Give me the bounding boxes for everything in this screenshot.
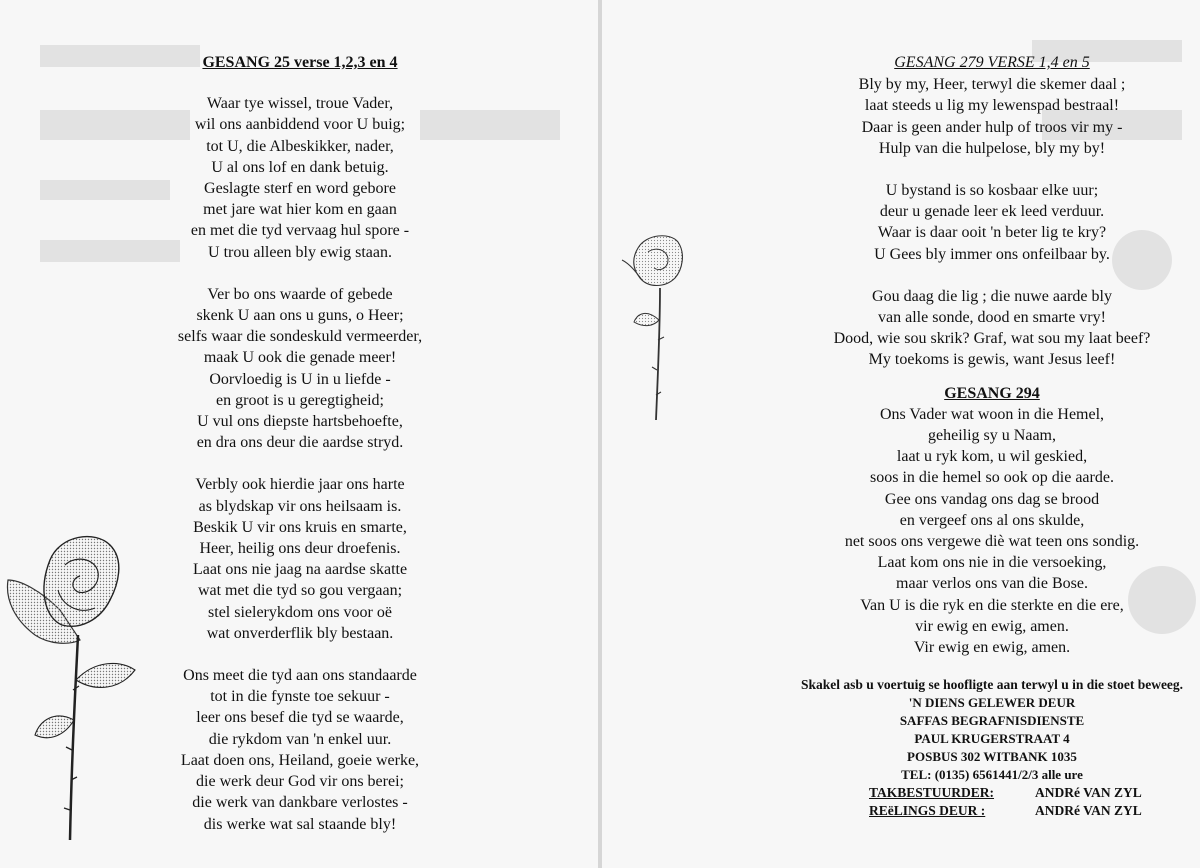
credit-name: ANDRé VAN ZYL [1035,785,1142,801]
verse-line: laat steeds u lig my lewenspad bestraal! [864,97,1120,115]
verse-line: Laat doen ons, Heiland, goeie werke, [180,751,420,769]
verse-line: die werk deur God vir ons berei; [196,773,404,791]
verse-line: geheilig sy u Naam, [928,427,1056,445]
rose-illustration-large [0,520,160,860]
verse-line: en groot is u geregtigheid; [216,391,384,409]
verse-line: Gou daag die lig ; die nuwe aarde bly [872,287,1112,305]
verse-line: Ons meet die tyd aan ons standaarde [183,667,417,685]
verse-line: vir ewig en ewig, amen. [915,617,1069,635]
verse-line: maar verlos ons van die Bose. [896,575,1088,593]
verse-line: Laat ons nie jaag na aardse skatte [192,561,408,579]
verse-line: van alle sonde, dood en smarte vry! [878,309,1106,327]
verse-line: Ons Vader wat woon in die Hemel, [879,405,1105,423]
verse-line: net soos ons vergewe diè wat teen ons sondig. [844,533,1140,551]
verse-line: soos in die hemel so ook op die aarde. [870,469,1114,487]
hymn-279-stanza-1 [752,74,1200,159]
verse-line: Gee ons vandag ons dag se brood [884,490,1100,508]
verse-line: en vergeef ons al ons skulde, [899,511,1085,529]
right-page [602,0,1200,868]
verse-line: laat u ryk kom, u wil geskied, [896,448,1088,466]
verse-line: U Gees bly immer ons onfeilbaar by. [874,245,1110,263]
service-line: 'N DIENS GELEWER DEUR [908,695,1076,711]
verse-line: as blydskap vir ons heilsaam is. [198,497,402,515]
verse-line: tot U, die Albeskikker, nader, [206,137,394,155]
verse-line: en met die tyd vervaag hul spore - [190,222,410,240]
verse-line: Geslagte sterf en word gebore [204,180,396,198]
verse-line: selfs waar die sondeskuld vermeerder, [177,328,423,346]
verse-line: tot in die fynste toe sekuur - [210,688,390,706]
verse-line: dis werke wat sal staande bly! [203,815,397,833]
hymn-279-title: GESANG 279 VERSE 1,4 en 5 [894,54,1090,71]
verse-line: wil ons aanbiddend voor U buig; [194,116,406,134]
hymn-279-stanza-2 [752,180,1200,265]
verse-line: die rykdom van 'n enkel uur. [208,730,392,748]
hymn-25-stanza-1 [90,93,510,263]
verse-line: stel sielerykdom ons voor oë [208,603,392,621]
hymn-294-title: GESANG 294 [944,384,1040,402]
verse-line: Heer, heilig ons deur droefenis. [199,540,401,558]
verse-line: Vir ewig en ewig, amen. [913,639,1071,657]
credit-label: TAKBESTUURDER: [869,785,995,801]
verse-line: U vul ons diepste hartsbehoefte, [197,413,403,431]
verse-line: Van U is die ryk en die sterkte en die ere, [860,596,1124,614]
hymn-279-stanza-3 [752,286,1200,371]
verse-line: My toekoms is gewis, want Jesus leef! [868,351,1116,369]
verse-line: Daar is geen ander hulp of troos vir my - [861,118,1123,136]
service-line: PAUL KRUGERSTRAAT 4 [914,731,1070,747]
verse-line: Dood, wie sou skrik? Graf, wat sou my laat beef? [833,330,1151,348]
branch-manager-credit [752,784,1200,802]
service-line: TEL: (0135) 6561441/2/3 alle ure [901,767,1083,783]
headlights-notice: Skakel asb u voertuig se hoofligte aan terwyl u in die stoet beweeg. [800,677,1184,693]
verse-line: Beskik U vir ons kruis en smarte, [193,518,407,536]
verse-line: wat met die tyd so gou vergaan; [197,582,403,600]
verse-line: leer ons besef die tyd se waarde, [196,709,404,727]
verse-line: Oorvloedig is U in u liefde - [209,370,391,388]
rose-illustration-small [620,230,700,430]
credit-label: REëLINGS DEUR : [869,803,986,819]
verse-line: U trou alleen bly ewig staan. [208,243,392,261]
verse-line: Verbly ook hierdie jaar ons harte [195,476,405,494]
verse-line: maak U ook die genade meer! [203,349,397,367]
verse-line: U al ons lof en dank betuig. [211,158,389,176]
verse-line: Bly by my, Heer, terwyl die skemer daal ; [858,76,1126,94]
verse-line: U bystand is so kosbaar elke uur; [885,182,1099,200]
arrangements-credit [752,802,1200,820]
verse-line: Ver bo ons waarde of gebede [207,285,393,303]
credit-name: ANDRé VAN ZYL [1035,803,1142,819]
left-page [0,0,598,868]
verse-line: met jare wat hier kom en gaan [203,201,397,219]
hymn-294-text [752,404,1200,658]
verse-line: Waar is daar ooit 'n beter lig te kry? [877,224,1107,242]
verse-line: deur u genade leer ek leed verduur. [879,203,1105,221]
service-line: POSBUS 302 WITBANK 1035 [907,749,1077,765]
right-column [752,52,1200,820]
verse-line: en dra ons deur die aardse stryd. [196,434,404,452]
verse-line: Hulp van die hulpelose, bly my by! [878,139,1106,157]
service-line: SAFFAS BEGRAFNISDIENSTE [899,713,1085,729]
funeral-service-footer [752,676,1200,820]
verse-line: skenk U aan ons u guns, o Heer; [196,307,404,325]
verse-line: Waar tye wissel, troue Vader, [206,95,394,113]
verse-line: die werk van dankbare verlostes - [192,794,408,812]
hymn-25-title: GESANG 25 verse 1,2,3 en 4 [202,54,398,71]
hymn-25-stanza-2 [90,284,510,454]
verse-line: wat onverderflik bly bestaan. [206,624,394,642]
verse-line: Laat kom ons nie in die versoeking, [877,554,1107,572]
